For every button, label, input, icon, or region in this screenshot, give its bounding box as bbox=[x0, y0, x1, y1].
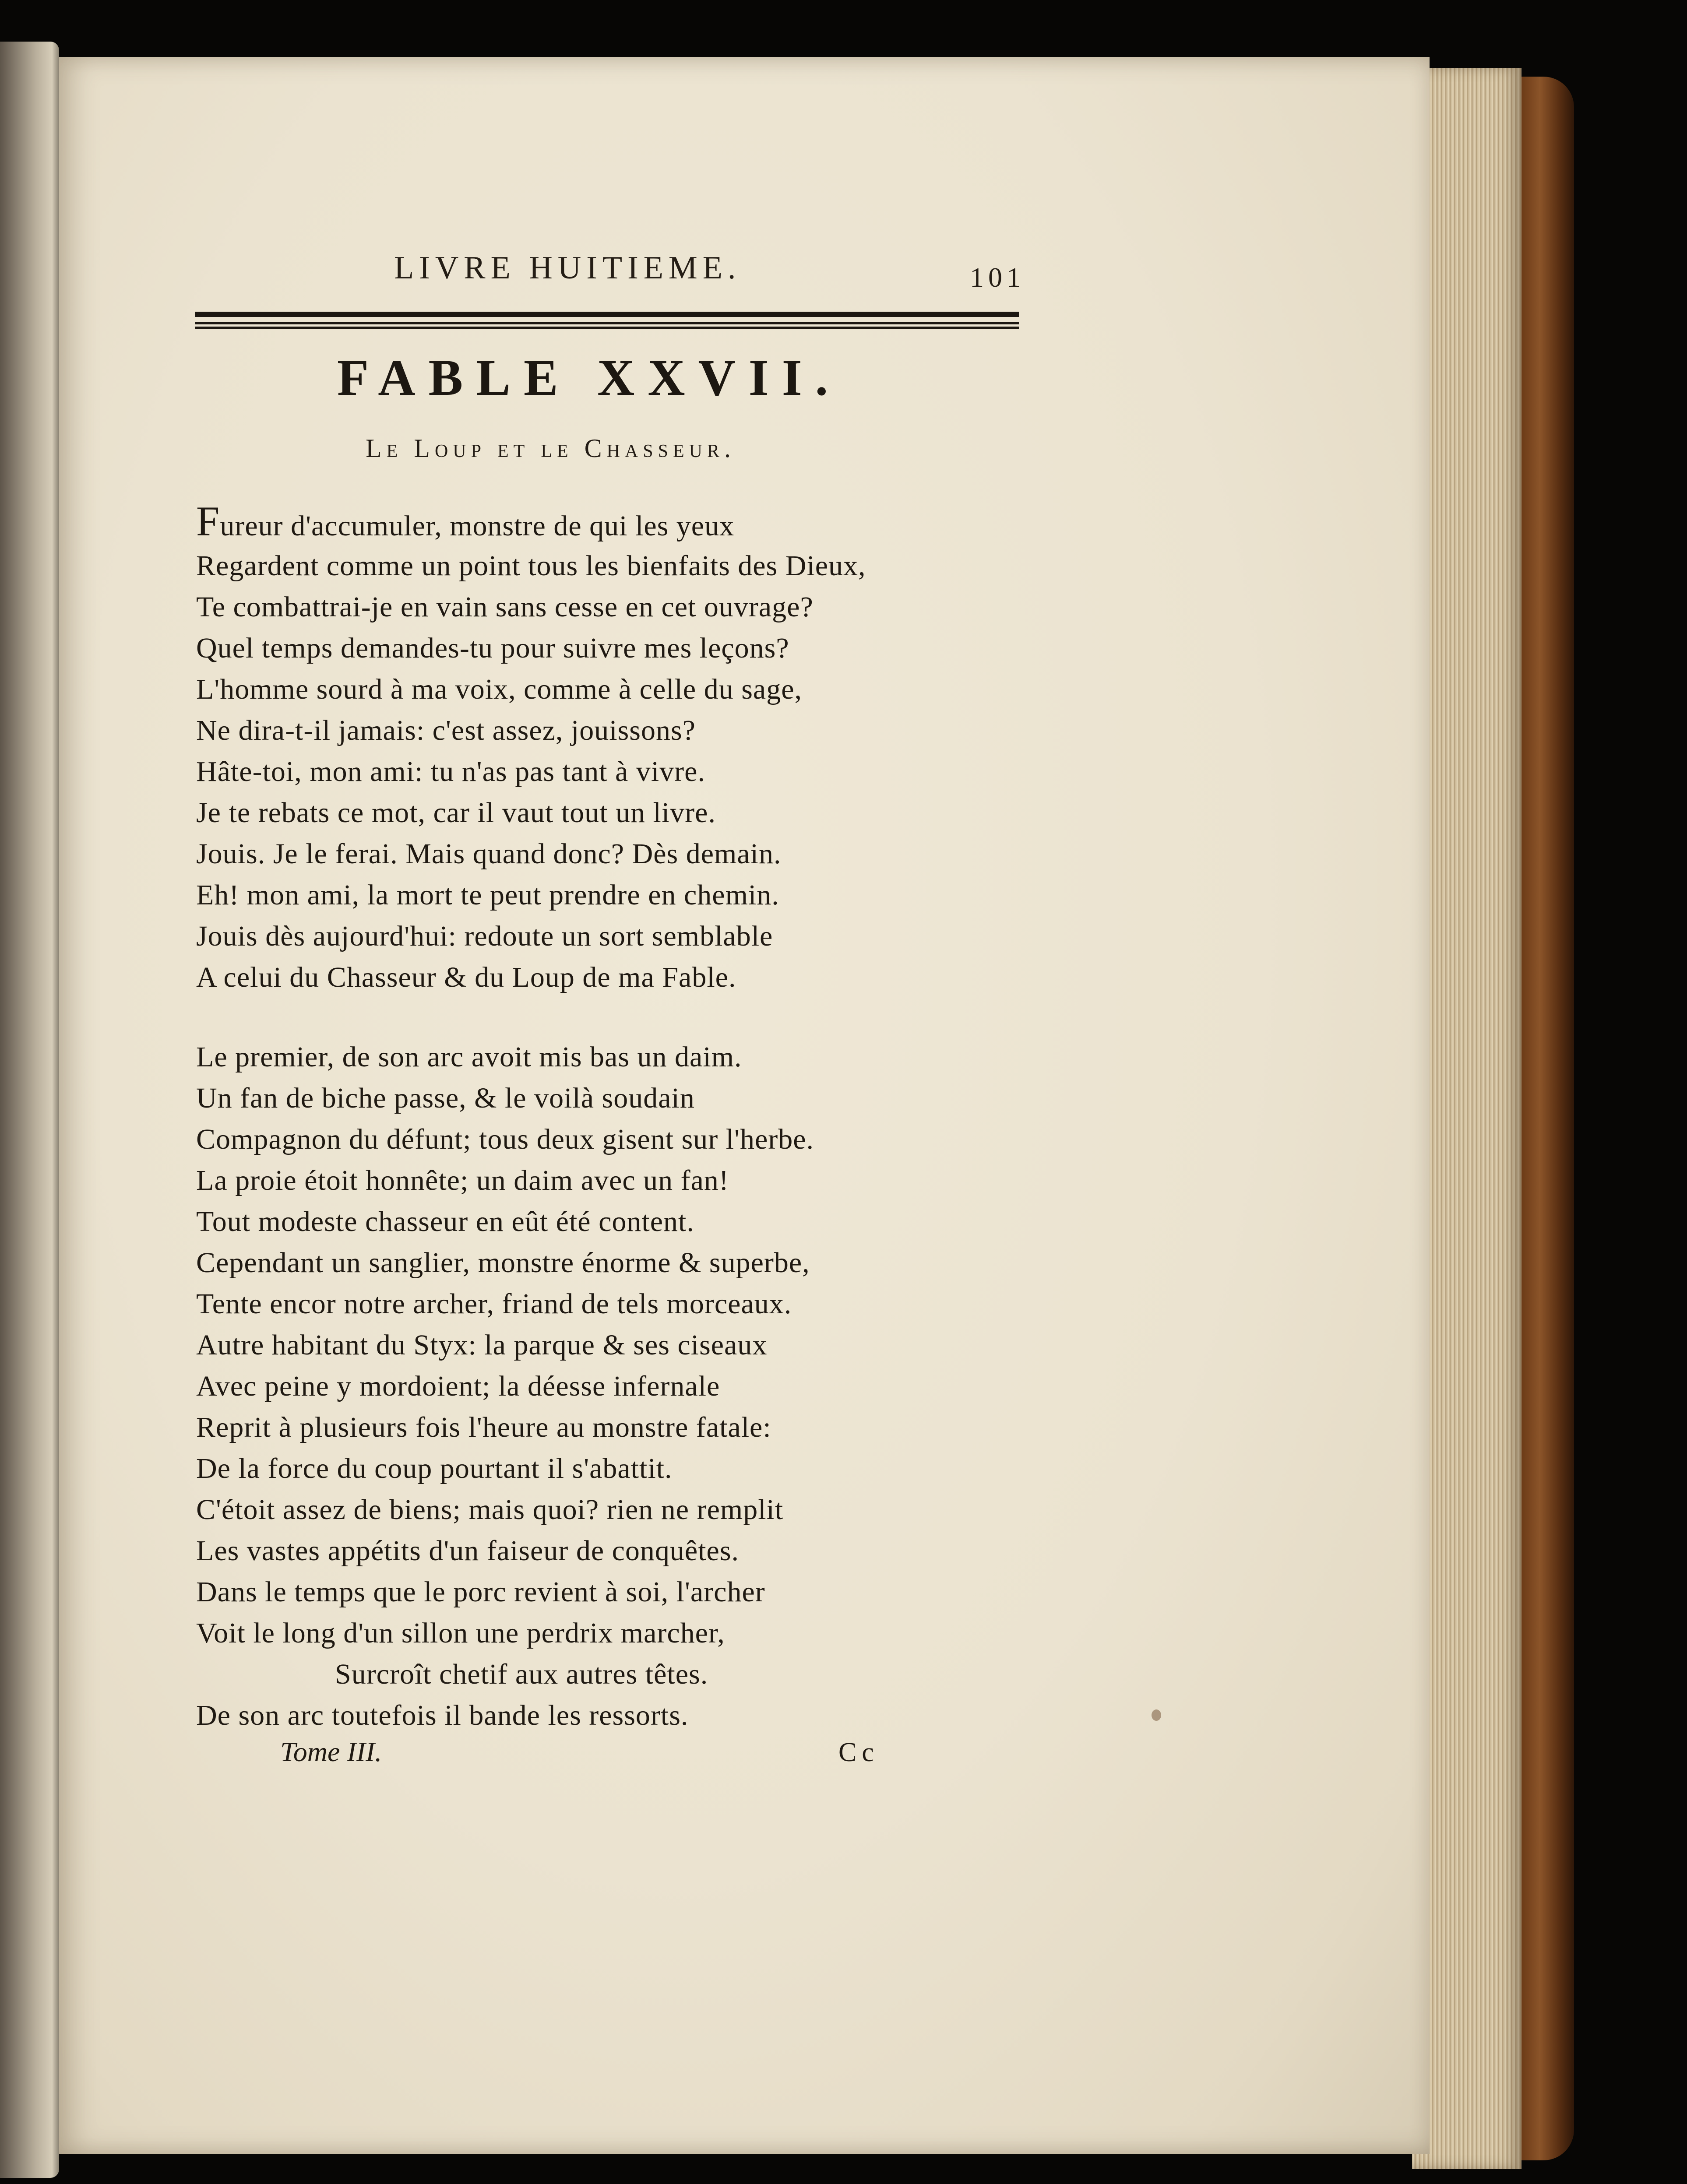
verse-line: Cependant un sanglier, monstre énorme & superbe, bbox=[196, 1247, 810, 1279]
verse-line: C'étoit assez de biens; mais quoi? rien ne remplit bbox=[196, 1494, 784, 1526]
verse-line: Eh! mon ami, la mort te peut prendre en chemin. bbox=[196, 879, 779, 911]
running-head: LIVRE HUITIEME. bbox=[394, 250, 741, 286]
leather-cover bbox=[1521, 77, 1574, 2160]
verse-line: Compagnon du défunt; tous deux gisent sur l'herbe. bbox=[196, 1123, 814, 1155]
verse-line: Reprit à plusieurs fois l'heure au monstre fatale: bbox=[196, 1411, 771, 1443]
verse-line: Jouis dès aujourd'hui: redoute un sort semblable bbox=[196, 920, 773, 952]
rule-thick-line bbox=[195, 312, 1019, 317]
previous-page-edge bbox=[0, 42, 59, 2178]
verse-line: Les vastes appétits d'un faiseur de conquêtes. bbox=[196, 1535, 740, 1567]
fable-title: FABLE XXVII. bbox=[337, 349, 842, 406]
verse-line: Autre habitant du Styx: la parque & ses ciseaux bbox=[196, 1329, 768, 1361]
verse-line: Regardent comme un point tous les bienfaits des Dieux, bbox=[196, 550, 866, 582]
verse-line: Hâte-toi, mon ami: tu n'as pas tant à vivre. bbox=[196, 756, 705, 788]
fable-subtitle: Le Loup et le Chasseur. bbox=[366, 434, 736, 463]
verse-line: Tout modeste chasseur en eût été content. bbox=[196, 1206, 694, 1238]
rule-thin-line bbox=[195, 327, 1019, 329]
verse-line: Jouis. Je le ferai. Mais quand donc? Dès demain. bbox=[196, 838, 782, 870]
verse-line: Le premier, de son arc avoit mis bas un daim. bbox=[196, 1041, 742, 1073]
page-number: 101 bbox=[970, 262, 1025, 293]
verse-line: Je te rebats ce mot, car il vaut tout un livre. bbox=[196, 797, 716, 829]
drop-initial: F bbox=[196, 498, 220, 545]
verse-line: Tente encor notre archer, friand de tels morceaux. bbox=[196, 1288, 792, 1320]
verse-line: La proie étoit honnête; un daim avec un fan! bbox=[196, 1164, 729, 1196]
foxing-spot bbox=[1152, 1709, 1161, 1721]
verse-line: Te combattrai-je en vain sans cesse en cet ouvrage? bbox=[196, 591, 814, 623]
verse-line: Dans le temps que le porc revient à soi, l'archer bbox=[196, 1576, 765, 1608]
footer-signature: Cc bbox=[838, 1737, 879, 1767]
verse-line: Voit le long d'un sillon une perdrix marcher, bbox=[196, 1617, 725, 1649]
rule-thin-line bbox=[195, 322, 1019, 324]
verse-line: Avec peine y mordoient; la déesse infernale bbox=[196, 1370, 720, 1402]
verse-line: Un fan de biche passe, & le voilà soudain bbox=[196, 1082, 695, 1114]
verse-line: A celui du Chasseur & du Loup de ma Fable. bbox=[196, 961, 736, 993]
footer-volume: Tome III. bbox=[280, 1736, 382, 1767]
verse-line: Ne dira-t-il jamais: c'est assez, jouissons? bbox=[196, 714, 696, 746]
verse-line: De la force du coup pourtant il s'abattit. bbox=[196, 1452, 673, 1484]
header-rule bbox=[195, 312, 1019, 330]
verse-line-indented: Surcroît chetif aux autres têtes. bbox=[335, 1658, 708, 1690]
verse-line: Fureur d'accumuler, monstre de qui les yeux bbox=[196, 498, 735, 545]
verse-line: L'homme sourd à ma voix, comme à celle du sage, bbox=[196, 673, 802, 705]
verse-line: De son arc toutefois il bande les ressorts. bbox=[196, 1699, 689, 1731]
verse-line: Quel temps demandes-tu pour suivre mes leçons? bbox=[196, 632, 789, 664]
